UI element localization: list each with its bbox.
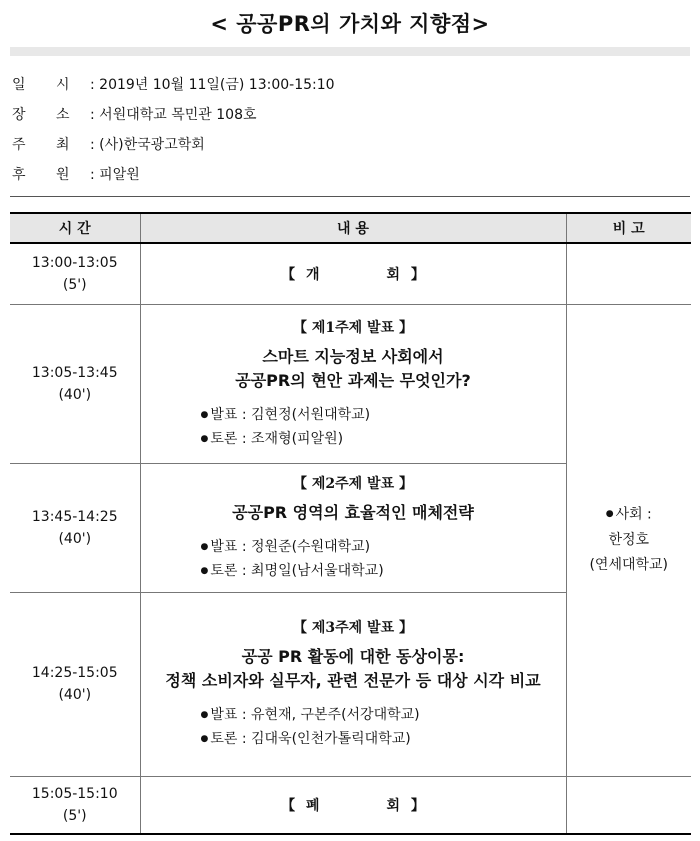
info-separator: : — [90, 167, 95, 183]
topic-1-title — [141, 345, 566, 393]
time-cell — [10, 304, 140, 463]
topic-2-label: 【 제2주제 발표 】 — [293, 475, 413, 492]
info-label: 후 — [12, 167, 26, 183]
info-separator: : — [90, 107, 95, 123]
bullet-icon: ● — [200, 565, 209, 576]
info-value-host: (사)한국광고학회 — [99, 137, 205, 153]
topic-3-people — [141, 703, 566, 751]
topic-3-title-line: 정책 소비자와 실무자, 관련 전문가 등 대상 시각 비교 — [165, 671, 541, 690]
presenter: 발표 : 정원준(수원대학교) — [210, 538, 371, 555]
info-row-venue — [12, 104, 257, 124]
topic-2-people — [141, 535, 566, 583]
time-range: 13:00-13:05 — [31, 254, 118, 271]
info-divider — [10, 196, 690, 197]
time-cell — [10, 592, 140, 776]
closing-cell — [140, 776, 566, 834]
presenter: 발표 : 김현정(서원대학교) — [210, 406, 371, 423]
closing-char-2: 회 — [386, 797, 400, 814]
moderator-affiliation: (연세대학교) — [589, 556, 669, 573]
bullet-icon: ● — [200, 409, 209, 420]
header-note: 비 고 — [566, 213, 691, 243]
table-row-topic-1 — [10, 304, 691, 463]
topic-3-cell — [140, 592, 566, 776]
header-content: 내 용 — [140, 213, 566, 243]
time-duration: (5') — [62, 276, 87, 293]
bullet-icon: ● — [200, 433, 209, 444]
bullet-icon: ● — [200, 541, 209, 552]
info-label: 주 — [12, 137, 26, 153]
opening-char-1: 개 — [306, 266, 320, 283]
bracket-close: 】 — [410, 266, 425, 283]
topic-1-title-line: 스마트 지능정보 사회에서 — [262, 346, 444, 366]
info-value-date: 2019년 10월 11일(금) 13:00-15:10 — [99, 77, 335, 93]
info-label: 시 — [56, 77, 70, 93]
topic-1-label: 【 제1주제 발표 】 — [293, 319, 413, 336]
time-duration: (40') — [58, 386, 92, 403]
info-value-venue: 서원대학교 목민관 108호 — [99, 107, 257, 123]
info-label: 장 — [12, 107, 26, 123]
info-label: 소 — [56, 107, 70, 123]
topic-2-title — [141, 501, 566, 525]
discussant: 토론 : 최명일(남서울대학교) — [210, 562, 384, 579]
topic-1-cell — [140, 304, 566, 463]
moderator-cell — [566, 304, 691, 776]
topic-2-title-line: 공공PR 영역의 효율적인 매체전략 — [232, 502, 474, 522]
moderator-name: 한정호 — [608, 531, 650, 548]
time-cell — [10, 776, 140, 834]
topic-3-label: 【 제3주제 발표 】 — [293, 620, 413, 636]
schedule-table — [10, 212, 691, 835]
closing-char-1: 폐 — [306, 797, 320, 814]
table-row-closing — [10, 776, 691, 834]
opening-char-2: 회 — [386, 266, 400, 283]
discussant: 토론 : 조재형(피알원) — [210, 430, 344, 447]
time-cell — [10, 243, 140, 304]
bullet-icon: ● — [200, 734, 209, 744]
info-row-sponsor — [12, 164, 140, 184]
table-header-row — [10, 213, 691, 243]
topic-1-title-line: 공공PR의 현안 과제는 무엇인가? — [235, 370, 471, 390]
info-label: 최 — [56, 137, 70, 153]
time-range: 14:25-15:05 — [31, 665, 118, 681]
info-row-host — [12, 134, 205, 154]
topic-3-title-line: 공공 PR 활동에 대한 동상이몽: — [241, 647, 465, 666]
time-range: 13:45-14:25 — [31, 508, 118, 525]
note-cell-empty — [566, 243, 691, 304]
info-separator: : — [90, 137, 95, 153]
info-separator: : — [90, 77, 95, 93]
bracket-open: 【 — [281, 266, 296, 283]
time-duration: (40') — [58, 530, 92, 547]
topic-2-cell — [140, 463, 566, 592]
table-row-opening — [10, 243, 691, 304]
note-cell-empty — [566, 776, 691, 834]
time-range: 13:05-13:45 — [31, 364, 118, 381]
info-row-date — [12, 74, 335, 94]
opening-cell — [140, 243, 566, 304]
time-cell — [10, 463, 140, 592]
time-duration: (40') — [58, 687, 92, 703]
bracket-open: 【 — [281, 797, 296, 814]
info-label: 일 — [12, 77, 26, 93]
topic-3-title — [141, 645, 566, 693]
bracket-close: 】 — [410, 797, 425, 814]
topic-1-people — [141, 403, 566, 451]
time-range: 15:05-15:10 — [31, 785, 118, 802]
title-underline-bar — [10, 47, 690, 56]
bullet-icon: ● — [200, 710, 209, 720]
time-duration: (5') — [62, 807, 87, 824]
page-title: < 공공PR의 가치와 지향점> — [210, 12, 490, 36]
info-value-sponsor: 피알원 — [99, 167, 140, 183]
discussant: 토론 : 김대욱(인천가톨릭대학교) — [210, 731, 411, 747]
presenter: 발표 : 유현재, 구본주(서강대학교) — [210, 707, 420, 723]
bullet-icon: ● — [605, 509, 614, 520]
header-time: 시 간 — [10, 213, 140, 243]
info-label: 원 — [56, 167, 70, 183]
moderator-label: 사회 : — [615, 506, 652, 523]
